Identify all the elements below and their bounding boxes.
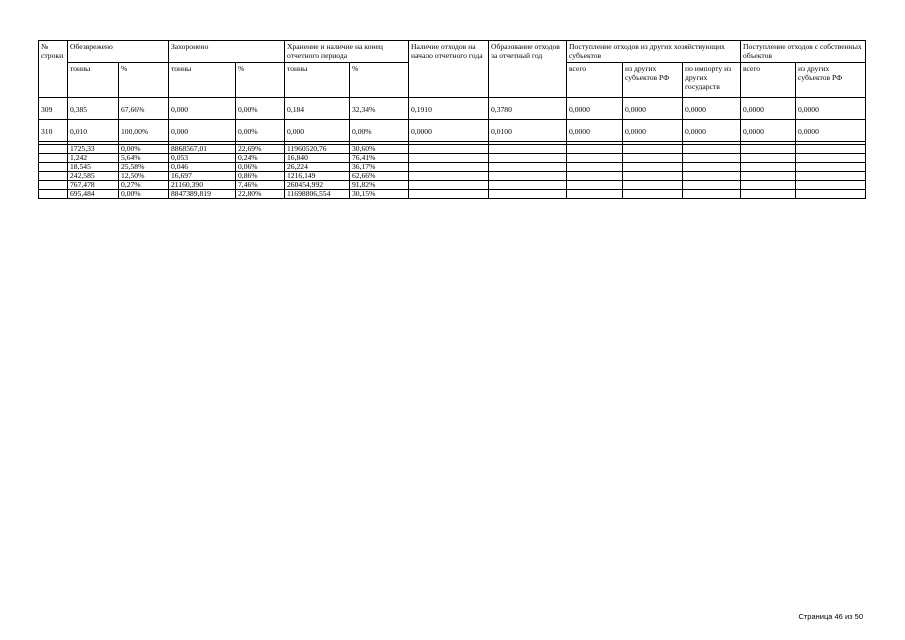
- table-cell: 91,82%: [350, 181, 409, 190]
- header-start-year: Наличие отходов на начало отчетного года: [409, 41, 489, 98]
- table-cell: 0,0000: [683, 98, 741, 120]
- table-cell: [623, 163, 683, 172]
- table-cell: 695,484: [68, 190, 119, 199]
- table-cell: 767,478: [68, 181, 119, 190]
- table-cell: 0,385: [68, 98, 119, 120]
- header-neutralized-percent: %: [119, 63, 169, 98]
- table-cell: 0,000: [169, 98, 236, 120]
- table-cell: [567, 154, 623, 163]
- table-cell: [39, 145, 68, 154]
- table-cell: 0,000: [169, 120, 236, 142]
- table-cell: 18,545: [68, 163, 119, 172]
- header-receipt-own: Поступление отходов с собственных объектов: [741, 41, 866, 63]
- table-cell: [741, 181, 796, 190]
- table-cell: 0,00%: [236, 98, 285, 120]
- table-cell: 0,00%: [236, 120, 285, 142]
- table-cell: 0,24%: [236, 154, 285, 163]
- table-cell: 62,66%: [350, 172, 409, 181]
- table-cell: 0,0000: [567, 120, 623, 142]
- table-cell: [623, 190, 683, 199]
- table-cell: 8847389,819: [169, 190, 236, 199]
- table-cell: 0,046: [169, 163, 236, 172]
- table-cell: 100,00%: [119, 120, 169, 142]
- report-sheet: [38, 40, 865, 199]
- table-cell: 0,3780: [489, 98, 567, 120]
- table-cell: 11960520,76: [285, 145, 350, 154]
- header-receipt-other-total: всего: [567, 63, 623, 98]
- header-neutralized: Обезврежено: [68, 41, 169, 63]
- table-cell: 67,66%: [119, 98, 169, 120]
- table-cell: 26,224: [285, 163, 350, 172]
- table-cell: [489, 172, 567, 181]
- table-cell: [409, 154, 489, 163]
- table-cell: 0,000: [285, 120, 350, 142]
- table-cell: 16,840: [285, 154, 350, 163]
- table-cell: [39, 190, 68, 199]
- table-cell: [409, 181, 489, 190]
- table-cell: [567, 190, 623, 199]
- table-cell: 11698806,554: [285, 190, 350, 199]
- table-cell: 242,585: [68, 172, 119, 181]
- summary-row: [39, 181, 866, 190]
- table-cell: [409, 172, 489, 181]
- table-row: [39, 98, 866, 120]
- table-cell: [567, 163, 623, 172]
- table-cell: [741, 154, 796, 163]
- table-cell: [623, 172, 683, 181]
- table-cell: [741, 145, 796, 154]
- header-buried: Захоронено: [169, 41, 285, 63]
- header-storage: Хранение и наличие на конец отчетного периода: [285, 41, 409, 63]
- summary-row: [39, 190, 866, 199]
- summary-row: [39, 163, 866, 172]
- summary-row: [39, 145, 866, 154]
- table-cell: 22,69%: [236, 145, 285, 154]
- table-cell: [409, 145, 489, 154]
- header-receipt-own-total: всего: [741, 63, 796, 98]
- table-cell: 0,0000: [409, 120, 489, 142]
- table-cell: [39, 172, 68, 181]
- table-cell: [741, 190, 796, 199]
- table-cell: 260454,992: [285, 181, 350, 190]
- header-buried-percent: %: [236, 63, 285, 98]
- table-cell: 30,15%: [350, 190, 409, 199]
- table-cell: [741, 172, 796, 181]
- table-cell: [409, 163, 489, 172]
- table-cell: 22,80%: [236, 190, 285, 199]
- table-cell: [489, 163, 567, 172]
- table-cell: 0,1910: [409, 98, 489, 120]
- table-cell: [683, 163, 741, 172]
- table-cell: [567, 145, 623, 154]
- table-cell: [489, 154, 567, 163]
- table-cell: 0,0100: [489, 120, 567, 142]
- header-receipt-other-rf: из других субъектов РФ: [623, 63, 683, 98]
- row-number: 310: [39, 120, 68, 142]
- summary-row: [39, 172, 866, 181]
- table-cell: 0,010: [68, 120, 119, 142]
- table-cell: [39, 154, 68, 163]
- table-cell: 0,27%: [119, 181, 169, 190]
- table-cell: 1216,149: [285, 172, 350, 181]
- table-cell: [796, 181, 866, 190]
- table-cell: [796, 154, 866, 163]
- header-formation: Образование отходов за отчетный год: [489, 41, 567, 98]
- summary-row: [39, 154, 866, 163]
- table-cell: 32,34%: [350, 98, 409, 120]
- table-cell: 0,0000: [741, 120, 796, 142]
- table-cell: [683, 172, 741, 181]
- header-row-1: [39, 41, 866, 63]
- table-cell: [741, 163, 796, 172]
- table-row: [39, 120, 866, 142]
- table-cell: 0,00%: [350, 120, 409, 142]
- table-cell: [623, 154, 683, 163]
- header-receipt-other-import: по импорту из других государств: [683, 63, 741, 98]
- table-cell: [683, 145, 741, 154]
- table-cell: 21160,390: [169, 181, 236, 190]
- table-cell: 0,0000: [567, 98, 623, 120]
- table-cell: 5,64%: [119, 154, 169, 163]
- header-receipt-other: Поступление отходов из других хозяйствующих субъектов: [567, 41, 741, 63]
- page-number: Страница 46 из 50: [798, 612, 863, 621]
- table-cell: 1725,33: [68, 145, 119, 154]
- table-cell: 0,0000: [796, 98, 866, 120]
- table-cell: [683, 154, 741, 163]
- table-cell: [39, 163, 68, 172]
- table-cell: [623, 181, 683, 190]
- table-cell: [567, 181, 623, 190]
- table-cell: 16,697: [169, 172, 236, 181]
- table-cell: 0,86%: [236, 172, 285, 181]
- table-cell: 0,00%: [119, 145, 169, 154]
- header-buried-tons: тонны: [169, 63, 236, 98]
- table-cell: 30,60%: [350, 145, 409, 154]
- table-cell: 0,184: [285, 98, 350, 120]
- table-cell: 0,00%: [119, 190, 169, 199]
- header-storage-tons: тонны: [285, 63, 350, 98]
- table-cell: 0,0000: [796, 120, 866, 142]
- table-cell: 36,17%: [350, 163, 409, 172]
- table-cell: [796, 172, 866, 181]
- table-cell: [489, 190, 567, 199]
- table-cell: 25,58%: [119, 163, 169, 172]
- header-receipt-own-rf: из других субъектов РФ: [796, 63, 866, 98]
- table-cell: 0,053: [169, 154, 236, 163]
- table-cell: [683, 181, 741, 190]
- table-cell: [623, 145, 683, 154]
- waste-report-table: [38, 40, 866, 199]
- table-cell: 0,06%: [236, 163, 285, 172]
- table-cell: 1,242: [68, 154, 119, 163]
- table-cell: 0,0000: [683, 120, 741, 142]
- table-cell: 7,46%: [236, 181, 285, 190]
- table-cell: 76,41%: [350, 154, 409, 163]
- header-row-no: № строки: [39, 41, 68, 98]
- table-cell: [683, 190, 741, 199]
- table-cell: [39, 181, 68, 190]
- table-cell: [567, 172, 623, 181]
- table-cell: 0,0000: [623, 98, 683, 120]
- table-cell: 0,0000: [741, 98, 796, 120]
- table-cell: [796, 190, 866, 199]
- table-cell: 8868567,01: [169, 145, 236, 154]
- table-cell: [409, 190, 489, 199]
- header-neutralized-tons: тонны: [68, 63, 119, 98]
- table-cell: 0,0000: [623, 120, 683, 142]
- table-cell: [489, 145, 567, 154]
- header-storage-percent: %: [350, 63, 409, 98]
- table-cell: 12,50%: [119, 172, 169, 181]
- table-cell: [796, 163, 866, 172]
- row-number: 309: [39, 98, 68, 120]
- table-cell: [796, 145, 866, 154]
- table-cell: [489, 181, 567, 190]
